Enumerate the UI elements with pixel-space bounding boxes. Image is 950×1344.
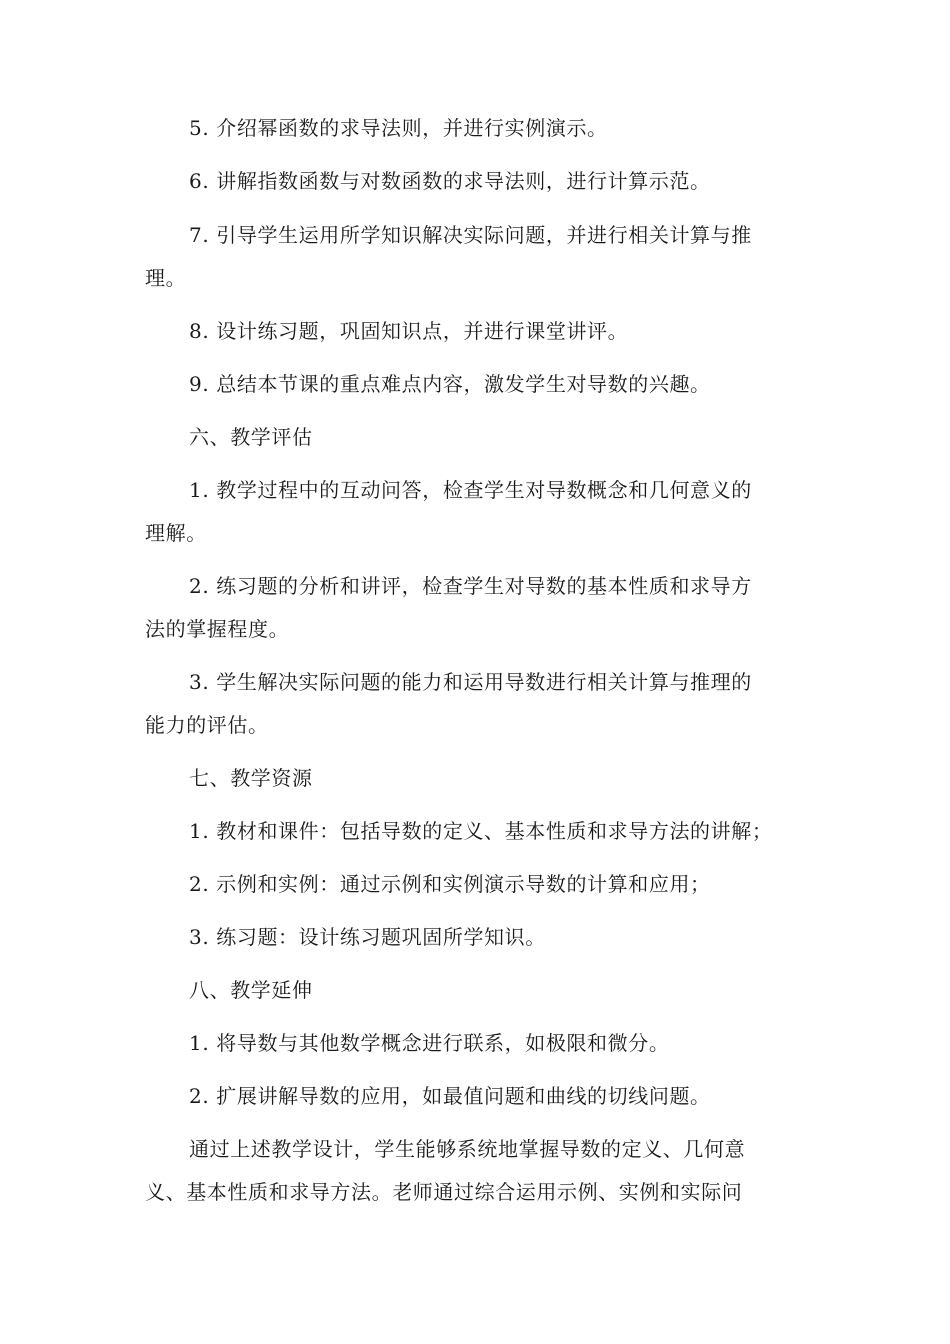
paragraph-text: 3. 学生解决实际问题的能力和运用导数进行相关计算与推理的: [189, 670, 752, 694]
section-heading-text: 六、教学评估: [189, 425, 313, 449]
list-item: [145, 927, 815, 947]
section-heading: [145, 427, 815, 447]
paragraph-text: 1. 教材和课件：包括导数的定义、基本性质和求导方法的讲解；: [189, 819, 773, 843]
paragraph-text: 7. 引导学生运用所学知识解决实际问题，并进行相关计算与推: [189, 223, 752, 247]
paragraph-text: 2. 练习题的分析和讲评，检查学生对导数的基本性质和求导方: [189, 574, 752, 598]
paragraph-text: 2. 示例和实例：通过示例和实例演示导数的计算和应用；: [189, 872, 711, 896]
paragraph-text: 1. 将导数与其他数学概念进行联系，如极限和微分。: [189, 1031, 670, 1055]
paragraph-text: 9. 总结本节课的重点难点内容，激发学生对导数的兴趣。: [189, 372, 711, 396]
paragraph-text-continued: 理解。: [145, 521, 207, 545]
paragraph-text: 3. 练习题：设计练习题巩固所学知识。: [189, 925, 546, 949]
section-heading-text: 七、教学资源: [189, 766, 313, 790]
paragraph-text-continued: 义、基本性质和求导方法。老师通过综合运用示例、实例和实际问: [145, 1180, 743, 1204]
list-item: [145, 480, 815, 543]
list-item: [145, 576, 815, 639]
section-heading-text: 八、教学延伸: [189, 978, 313, 1002]
section-heading: [145, 768, 815, 788]
list-item: [145, 225, 815, 288]
paragraph-text-continued: 法的掌握程度。: [145, 617, 290, 641]
paragraph-text: 通过上述教学设计，学生能够系统地掌握导数的定义、几何意: [189, 1137, 746, 1161]
paragraph-text: 5. 介绍幂函数的求导法则，并进行实例演示。: [189, 116, 608, 140]
list-item: [145, 1086, 815, 1106]
paragraph-text: 8. 设计练习题，巩固知识点，并进行课堂讲评。: [189, 319, 629, 343]
list-item: [145, 821, 815, 841]
paragraph-text-continued: 能力的评估。: [145, 713, 269, 737]
paragraph-text-continued: 理。: [145, 266, 187, 290]
list-item: [145, 321, 815, 341]
paragraph-text: 1. 教学过程中的互动问答，检查学生对导数概念和几何意义的: [189, 478, 752, 502]
list-item: [145, 1033, 815, 1053]
list-item: [145, 672, 815, 735]
paragraph-text: 2. 扩展讲解导数的应用，如最值问题和曲线的切线问题。: [189, 1084, 711, 1108]
list-item: [145, 118, 815, 138]
paragraph: [145, 1139, 815, 1202]
list-item: [145, 374, 815, 394]
list-item: [145, 874, 815, 894]
paragraph-text: 6. 讲解指数函数与对数函数的求导法则，进行计算示范。: [189, 169, 711, 193]
list-item: [145, 171, 815, 191]
section-heading: [145, 980, 815, 1000]
